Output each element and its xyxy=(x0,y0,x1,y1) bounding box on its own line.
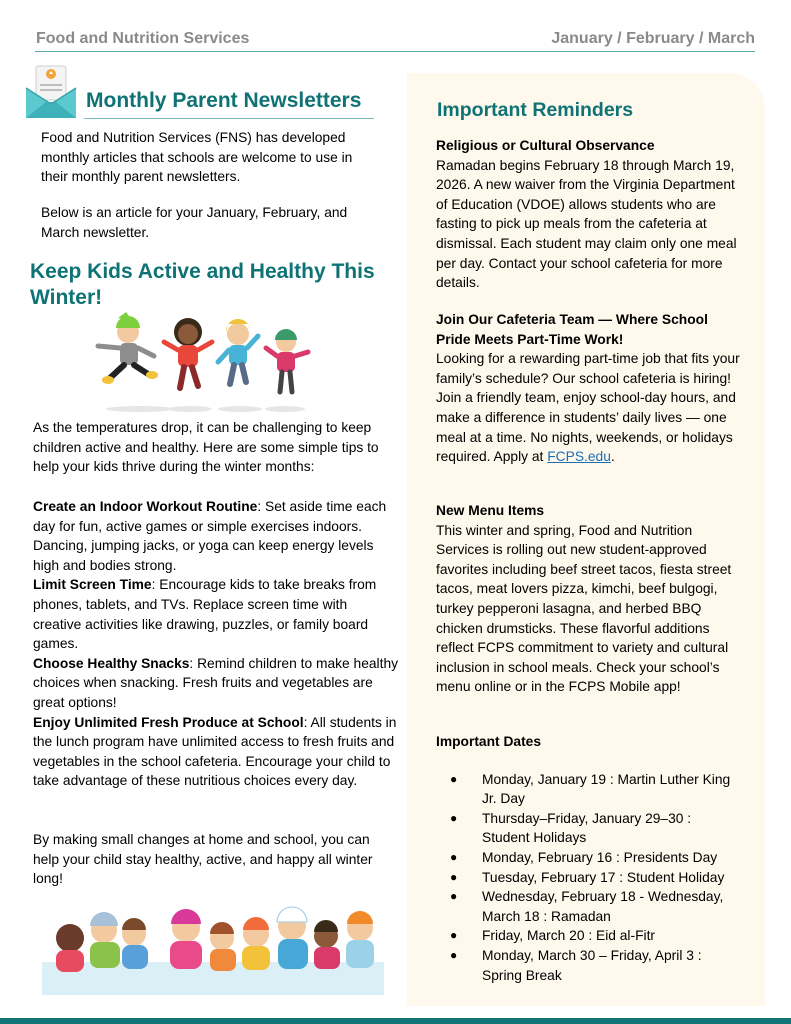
list-item: ● Friday, March 20 : Eid al-Fitr xyxy=(436,926,741,946)
reminder-religious xyxy=(436,136,741,293)
reminder-cafeteria-team xyxy=(436,310,741,467)
tip-heading: Enjoy Unlimited Fresh Produce at School xyxy=(33,714,304,730)
reminder-text: This winter and spring, Food and Nutrition Services is rolling out new student-approved favorites including beef street tacos, fiesta street tacos, meat lovers pizza, kimchi, beef bulgogi, turkey pepperoni lasagna, and herbed BBQ chicken drumsticks. These flavorful additions reflect FCPS commitment to variety and cultural inclusion in school meals. Check your school’s menu online or in the FCPS Mobile app! xyxy=(436,522,732,695)
tip-item xyxy=(33,575,398,653)
list-item: ● Wednesday, February 18 - Wednesday, March 18 : Ramadan xyxy=(436,887,741,926)
header-months: January / February / March xyxy=(551,30,755,47)
reminder-menu xyxy=(436,501,741,697)
newsletter-intro: Food and Nutrition Services (FNS) has developed monthly articles that schools are welcome to use in their monthly parent newsletters. xyxy=(41,130,353,184)
reminder-heading: Join Our Cafeteria Team — Where School Pride Meets Part-Time Work! xyxy=(436,312,708,347)
winter-kids-illustration xyxy=(42,900,384,995)
list-item: ● Thursday–Friday, January 29–30 : Student Holidays xyxy=(436,809,741,848)
tip-text: : All students in the lunch program have unlimited access to fresh fruits and vegetables in the school cafeteria. Encourage your child to take advantage of these nutritious choices every day. xyxy=(33,714,397,789)
reminder-text-end: . xyxy=(610,449,615,465)
list-item: ● Monday, February 16 : Presidents Day xyxy=(436,848,741,868)
tip-item xyxy=(33,713,398,791)
header-divider xyxy=(35,51,755,52)
header-section-name: Food and Nutrition Services xyxy=(36,30,250,47)
reminder-text xyxy=(436,349,741,467)
reminder-heading: Religious or Cultural Observance xyxy=(436,138,655,153)
reminder-text: Ramadan begins February 18 through March 19, 2026. A new waiver from the Virginia Department of Education (VDOE) allows students who are fasting to pick up meals from the cafeteria at dismissal. Each student may claim only one meal per day. Contact your school cafeteria for more details. xyxy=(436,157,737,291)
reminder-heading: New Menu Items xyxy=(436,503,545,518)
reminder-text-body: Looking for a rewarding part-time job that fits your family’s schedule? Our school cafeteria is hiring! Join a friendly team, enjoy school-day hours, and make a difference in students’ daily lives — one meal at a time. No nights, weekends, or holidays required. Apply at xyxy=(436,351,740,465)
envelope-newsletter-icon xyxy=(24,64,78,120)
tip-heading: Limit Screen Time xyxy=(33,577,152,593)
newsletter-title-rule xyxy=(84,118,374,119)
reminder-heading: Important Dates xyxy=(436,734,542,749)
reminder-dates xyxy=(436,732,741,985)
newsletter-intro-2: Below is an article for your January, February, and March newsletter. xyxy=(41,205,348,240)
article-title: Keep Kids Active and Healthy This Winter! xyxy=(30,260,375,309)
tip-text: : Set aside time each day for fun, active games or simple exercises indoors. Dancing, jumping jacks, or yoga can keep energy levels high and bodies strong. xyxy=(33,499,387,573)
list-item: ● Monday, March 30 – Friday, April 3 : Spring Break xyxy=(436,946,741,985)
tip-item xyxy=(33,497,398,575)
tip-text: : Encourage kids to take breaks from phones, tablets, and TVs. Replace screen time with creative activities like drawing, puzzles, or family board games. xyxy=(33,577,377,652)
fcps-link[interactable]: FCPS.edu xyxy=(547,449,611,465)
article-closing: By making small changes at home and school, you can help your child stay healthy, active, and happy all winter long! xyxy=(33,832,373,887)
jumping-kids-illustration xyxy=(90,312,330,414)
tip-item xyxy=(33,654,398,713)
tip-heading: Create an Indoor Workout Routine xyxy=(33,499,258,514)
tip-text: : Remind children to make healthy choices when snacking. Fresh fruits and vegetables are great options! xyxy=(33,655,399,710)
reminders-title: Important Reminders xyxy=(437,99,634,121)
article-intro: As the temperatures drop, it can be challenging to keep children active and healthy. Here are some simple tips to help your kids thrive during the winter months: xyxy=(33,420,379,475)
dates-list xyxy=(436,770,741,986)
footer-bar xyxy=(0,1018,791,1024)
list-item: ● Monday, January 19 : Martin Luther King Jr. Day xyxy=(436,770,741,809)
tip-heading: Choose Healthy Snacks xyxy=(33,655,190,671)
list-item: ● Tuesday, February 17 : Student Holiday xyxy=(436,868,741,888)
newsletter-title: Monthly Parent Newsletters xyxy=(86,89,362,112)
tips-list xyxy=(33,497,398,791)
